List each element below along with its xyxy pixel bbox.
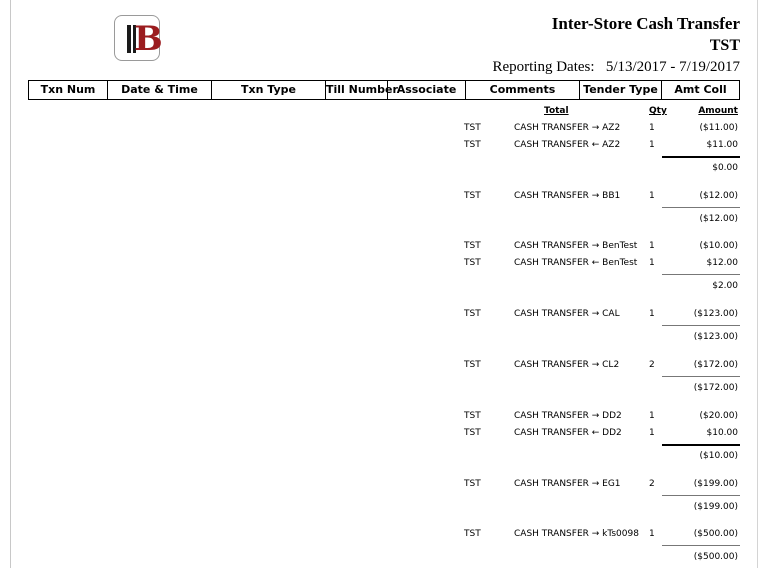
txn-description: CASH TRANSFER → CAL xyxy=(514,309,620,319)
subtotal-rule xyxy=(662,444,740,446)
txn-qty: 2 xyxy=(649,360,655,370)
transfer-row xyxy=(0,256,764,270)
logo-letter: B xyxy=(134,19,163,59)
txn-amount: ($12.00) xyxy=(699,191,738,201)
column-header-bar xyxy=(28,80,740,100)
txn-qty: 1 xyxy=(649,428,655,438)
transfer-row xyxy=(0,358,764,372)
transfer-row xyxy=(0,426,764,440)
transfer-row xyxy=(0,239,764,253)
date-end: 7/19/2017 xyxy=(679,59,740,75)
company-logo xyxy=(114,15,163,61)
group-subtotal: $0.00 xyxy=(712,163,738,173)
txn-store: TST xyxy=(464,309,481,319)
txn-amount: $11.00 xyxy=(706,140,738,150)
col-amt-coll: Amt Coll xyxy=(674,83,727,96)
col-till-number: Till Number xyxy=(326,81,388,99)
col-txn-type: Txn Type xyxy=(212,81,326,99)
txn-qty: 2 xyxy=(649,479,655,489)
txn-store: TST xyxy=(464,360,481,370)
subtotal-rule xyxy=(662,207,740,208)
txn-qty: 1 xyxy=(649,140,655,150)
txn-qty: 1 xyxy=(649,191,655,201)
subtotal-rule xyxy=(662,545,740,546)
txn-qty: 1 xyxy=(649,258,655,268)
col-tender-type: Tender Type xyxy=(580,81,662,99)
group-subtotal: $2.00 xyxy=(712,281,738,291)
subtotal-rule xyxy=(662,274,740,275)
logo-bar xyxy=(127,25,131,53)
date-separator: - xyxy=(670,59,676,75)
txn-store: TST xyxy=(464,191,481,201)
txn-description: CASH TRANSFER → BenTest xyxy=(514,241,638,251)
txn-qty: 1 xyxy=(649,411,655,421)
group-subtotal: ($500.00) xyxy=(693,552,738,562)
group-subtotal: ($199.00) xyxy=(693,502,738,512)
date-start: 5/13/2017 xyxy=(605,59,667,75)
txn-amount: ($20.00) xyxy=(699,411,738,421)
txn-amount: ($500.00) xyxy=(693,529,738,539)
subheader-amount: Amount xyxy=(698,106,738,116)
transfer-row xyxy=(0,189,764,203)
col-date-time: Date & Time xyxy=(108,81,212,99)
txn-description: CASH TRANSFER → DD2 xyxy=(514,411,622,421)
txn-description: CASH TRANSFER → CL2 xyxy=(514,360,620,370)
txn-store: TST xyxy=(464,140,481,150)
txn-store: TST xyxy=(464,529,481,539)
group-subtotal: ($172.00) xyxy=(693,383,738,393)
store-code: TST xyxy=(709,37,740,54)
txn-qty: 1 xyxy=(649,123,655,133)
reporting-dates xyxy=(492,59,740,76)
txn-store: TST xyxy=(464,123,481,133)
transfer-row xyxy=(0,121,764,135)
txn-store: TST xyxy=(464,411,481,421)
subtotal-rule xyxy=(662,376,740,377)
txn-qty: 1 xyxy=(649,241,655,251)
col-associate: Associate xyxy=(388,81,466,99)
txn-description: CASH TRANSFER → EG1 xyxy=(514,479,621,489)
txn-amount: $12.00 xyxy=(706,258,738,268)
txn-amount: ($123.00) xyxy=(693,309,738,319)
txn-description: CASH TRANSFER ← DD2 xyxy=(514,428,622,438)
txn-description: CASH TRANSFER ← AZ2 xyxy=(514,140,621,150)
group-subtotal: ($123.00) xyxy=(693,332,738,342)
txn-qty: 1 xyxy=(649,309,655,319)
txn-store: TST xyxy=(464,428,481,438)
txn-description: CASH TRANSFER → kTs0098 xyxy=(514,529,639,539)
group-subtotal: ($12.00) xyxy=(699,214,738,224)
group-subtotal: ($10.00) xyxy=(699,451,738,461)
subtotal-rule xyxy=(662,156,740,158)
transfer-row xyxy=(0,307,764,321)
transfer-row xyxy=(0,477,764,491)
txn-store: TST xyxy=(464,479,481,489)
txn-amount: ($11.00) xyxy=(699,123,738,133)
txn-amount: ($199.00) xyxy=(693,479,738,489)
transfer-row xyxy=(0,409,764,423)
txn-qty: 1 xyxy=(649,529,655,539)
transfer-row xyxy=(0,138,764,152)
txn-description: CASH TRANSFER ← BenTest xyxy=(514,258,638,268)
txn-amount: ($172.00) xyxy=(693,360,738,370)
txn-description: CASH TRANSFER → AZ2 xyxy=(514,123,621,133)
txn-description: CASH TRANSFER → BB1 xyxy=(514,191,621,201)
txn-store: TST xyxy=(464,241,481,251)
subtotal-rule xyxy=(662,495,740,496)
subheader-qty: Qty xyxy=(649,106,667,116)
report-title: Inter-Store Cash Transfer xyxy=(551,14,740,33)
subheader-total: Total xyxy=(544,106,569,116)
txn-amount: $10.00 xyxy=(706,428,738,438)
col-comments: Comments xyxy=(466,81,580,99)
txn-store: TST xyxy=(464,258,481,268)
subtotal-rule xyxy=(662,325,740,326)
reporting-dates-label: Reporting Dates: xyxy=(492,59,595,75)
txn-amount: ($10.00) xyxy=(699,241,738,251)
col-txn-num: Txn Num xyxy=(29,81,108,99)
transfer-row xyxy=(0,527,764,541)
